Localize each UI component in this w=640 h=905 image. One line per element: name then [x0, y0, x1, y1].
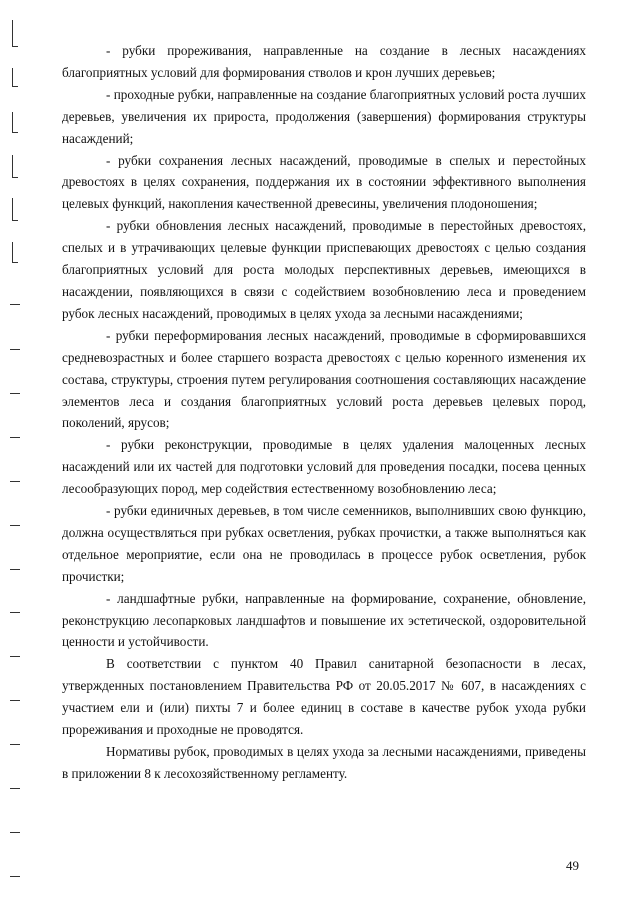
margin-mark — [10, 788, 20, 789]
margin-mark — [12, 177, 18, 178]
margin-mark — [10, 876, 20, 877]
margin-mark — [10, 612, 20, 613]
margin-mark — [10, 437, 20, 438]
document-body — [62, 40, 586, 785]
page-number: 49 — [566, 858, 579, 873]
margin-mark — [10, 525, 20, 526]
list-item-landscape-cuts: - ландшафтные рубки, направленные на формирование, сохранение, обновление, реконструкцию лесопарковых ландшафтов и повышение их эстетической, оздоровительной ценности и устойчивости. — [62, 590, 586, 650]
margin-mark — [12, 20, 13, 46]
margin-mark — [10, 569, 20, 570]
list-item-passage-cuts: - проходные рубки, направленные на создание благоприятных условий роста лучших деревьев, увеличения их прироста, продолжения (завершения) формирования структуры насаждений; — [62, 86, 586, 146]
paragraph-norms-reference: Нормативы рубок, проводимых в целях ухода за лесными насаждениями, приведены в приложении 8 к лесохозяйственному регламенту. — [62, 744, 586, 781]
binding-margin-marks — [0, 0, 30, 905]
list-item-reformation-cuts: - рубки переформирования лесных насаждений, проводимые в сформировавшихся средневозрастных и более старшего возраста древостоях с целью коренного изменения их состава, структуры, строения путем регулирования соотношения составляющих насаждение элементов леса и создания благоприятных условий роста деревьев целевых пород, поколений, ярусов; — [62, 327, 586, 431]
margin-mark — [10, 393, 20, 394]
margin-mark — [12, 155, 13, 177]
margin-mark — [12, 46, 18, 47]
list-item-single-tree-cuts: - рубки единичных деревьев, в том числе семенников, выполнивших свою функцию, должна осуществляться при рубках осветления, рубках прочистки, а также выполняться как отдельное мероприятие, если она не проводилась в процессе рубок осветления, рубок прочистки; — [62, 503, 586, 584]
margin-mark — [10, 304, 20, 305]
margin-mark — [10, 832, 20, 833]
margin-mark — [10, 700, 20, 701]
margin-mark — [12, 262, 18, 263]
list-item-preservation-cuts: - рубки сохранения лесных насаждений, проводимые в спелых и перестойных древостоях в целях сохранения, поддержания их в состоянии эффективного выполнения целевых функций, накопления качественной древесины, увеличения плодоношения; — [62, 152, 586, 212]
margin-mark — [10, 656, 20, 657]
margin-mark — [12, 68, 13, 86]
list-item-reconstruction-cuts: - рубки реконструкции, проводимые в целях удаления малоценных лесных насаждений или их частей для подготовки условий для проведения посадки, посева ценных лесообразующих пород, мер содействия естественному возобновлению леса; — [62, 437, 586, 497]
paragraph-sanitary-rules: В соответствии с пунктом 40 Правил санитарной безопасности в лесах, утвержденных постановлением Правительства РФ от 20.05.2017 № 607, в насаждениях с участием ели и (или) пихты 7 и более единиц в составе в качестве рубок ухода рубки прореживания и проходные не проводятся. — [62, 656, 586, 738]
margin-mark — [10, 744, 20, 745]
margin-mark — [10, 481, 20, 482]
margin-mark — [12, 242, 13, 262]
margin-mark — [12, 198, 13, 220]
list-item-thinning-cuts: - рубки прореживания, направленные на создание в лесных насаждениях благоприятных условий для формирования стволов и крон лучших деревьев; — [62, 43, 586, 80]
margin-mark — [12, 86, 18, 87]
margin-mark — [10, 349, 20, 350]
margin-mark — [12, 132, 18, 133]
margin-mark — [12, 112, 13, 132]
list-item-renewal-cuts: - рубки обновления лесных насаждений, проводимые в перестойных древостоях, спелых и в утрачивающих целевые функции приспевающих древостоях с целью создания благоприятных условий для роста молодых перспективных деревьев, имеющихся в насаждении, появляющихся в связи с содействием возобновлению леса и проведением рубок лесных насаждений, проводимых в целях ухода за лесными насаждениями; — [62, 218, 586, 321]
margin-mark — [12, 220, 18, 221]
